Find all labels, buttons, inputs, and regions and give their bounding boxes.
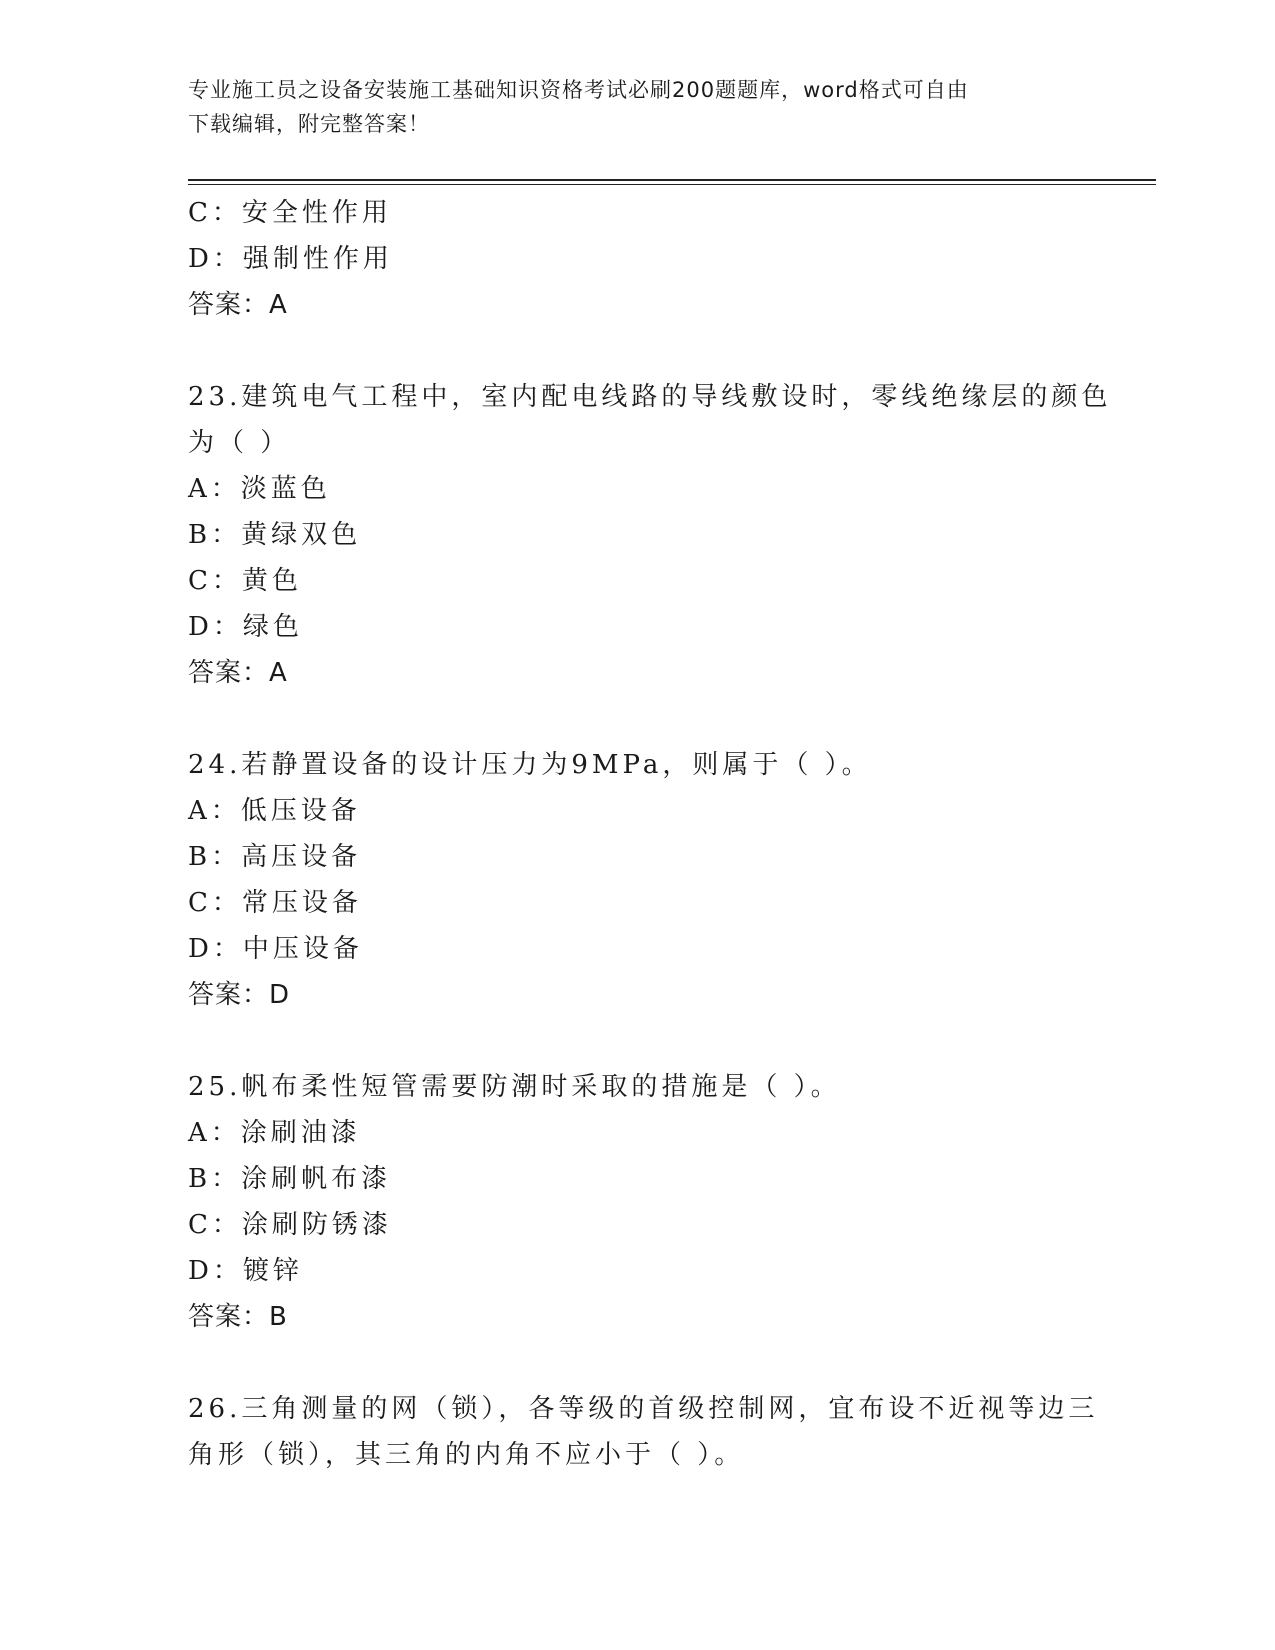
option-a: A：涂刷油漆 (188, 1118, 361, 1148)
option-d: D：强制性作用 (188, 244, 393, 274)
question-block-26 (188, 1386, 1099, 1478)
question-block-22 (188, 190, 1088, 328)
question-list (188, 190, 1112, 1478)
question-block-24 (188, 742, 1088, 1018)
question-stem: 26.三角测量的网（锁），各等级的首级控制网，宜布设不近视等边三 (188, 1394, 1099, 1424)
spacer (188, 1340, 1088, 1386)
option-d: D：镀锌 (188, 1256, 303, 1286)
document-header (188, 73, 1088, 141)
spacer (188, 696, 1088, 742)
answer-line: 答案：B (188, 1302, 288, 1332)
question-stem: 24.若静置设备的设计压力为9MPa，则属于（ ）。 (188, 750, 872, 780)
option-d: D：中压设备 (188, 934, 363, 964)
spacer (188, 328, 1088, 374)
option-c: C：常压设备 (188, 888, 362, 918)
question-stem: 25.帆布柔性短管需要防潮时采取的措施是（ ）。 (188, 1072, 841, 1102)
option-a: A：淡蓝色 (188, 474, 331, 504)
answer-line: 答案：A (188, 658, 288, 688)
question-block-25 (188, 1064, 1088, 1340)
option-a: A：低压设备 (188, 796, 361, 826)
header-divider-thin (188, 184, 1156, 185)
question-stem-continued: 角形（锁），其三角的内角不应小于（ ）。 (188, 1440, 745, 1470)
header-title-line-1: 专业施工员之设备安装施工基础知识资格考试必刷200题题库，word格式可自由 (188, 78, 969, 102)
answer-line: 答案：D (188, 980, 291, 1010)
header-divider-thick (188, 179, 1156, 181)
option-c: C：涂刷防锈漆 (188, 1210, 392, 1240)
option-d: D：绿色 (188, 612, 303, 642)
question-block-23 (188, 374, 1112, 696)
option-b: B：黄绿双色 (188, 520, 362, 550)
header-title-line-2: 下载编辑，附完整答案！ (188, 112, 430, 136)
option-b: B：涂刷帆布漆 (188, 1164, 392, 1194)
option-b: B：高压设备 (188, 842, 362, 872)
answer-line: 答案：A (188, 290, 288, 320)
spacer (188, 1018, 1088, 1064)
option-c: C：安全性作用 (188, 198, 392, 228)
question-stem: 23.建筑电气工程中，室内配电线路的导线敷设时，零线绝缘层的颜色 (188, 382, 1112, 412)
question-stem-continued: 为（ ） (188, 428, 291, 458)
option-c: C：黄色 (188, 566, 302, 596)
